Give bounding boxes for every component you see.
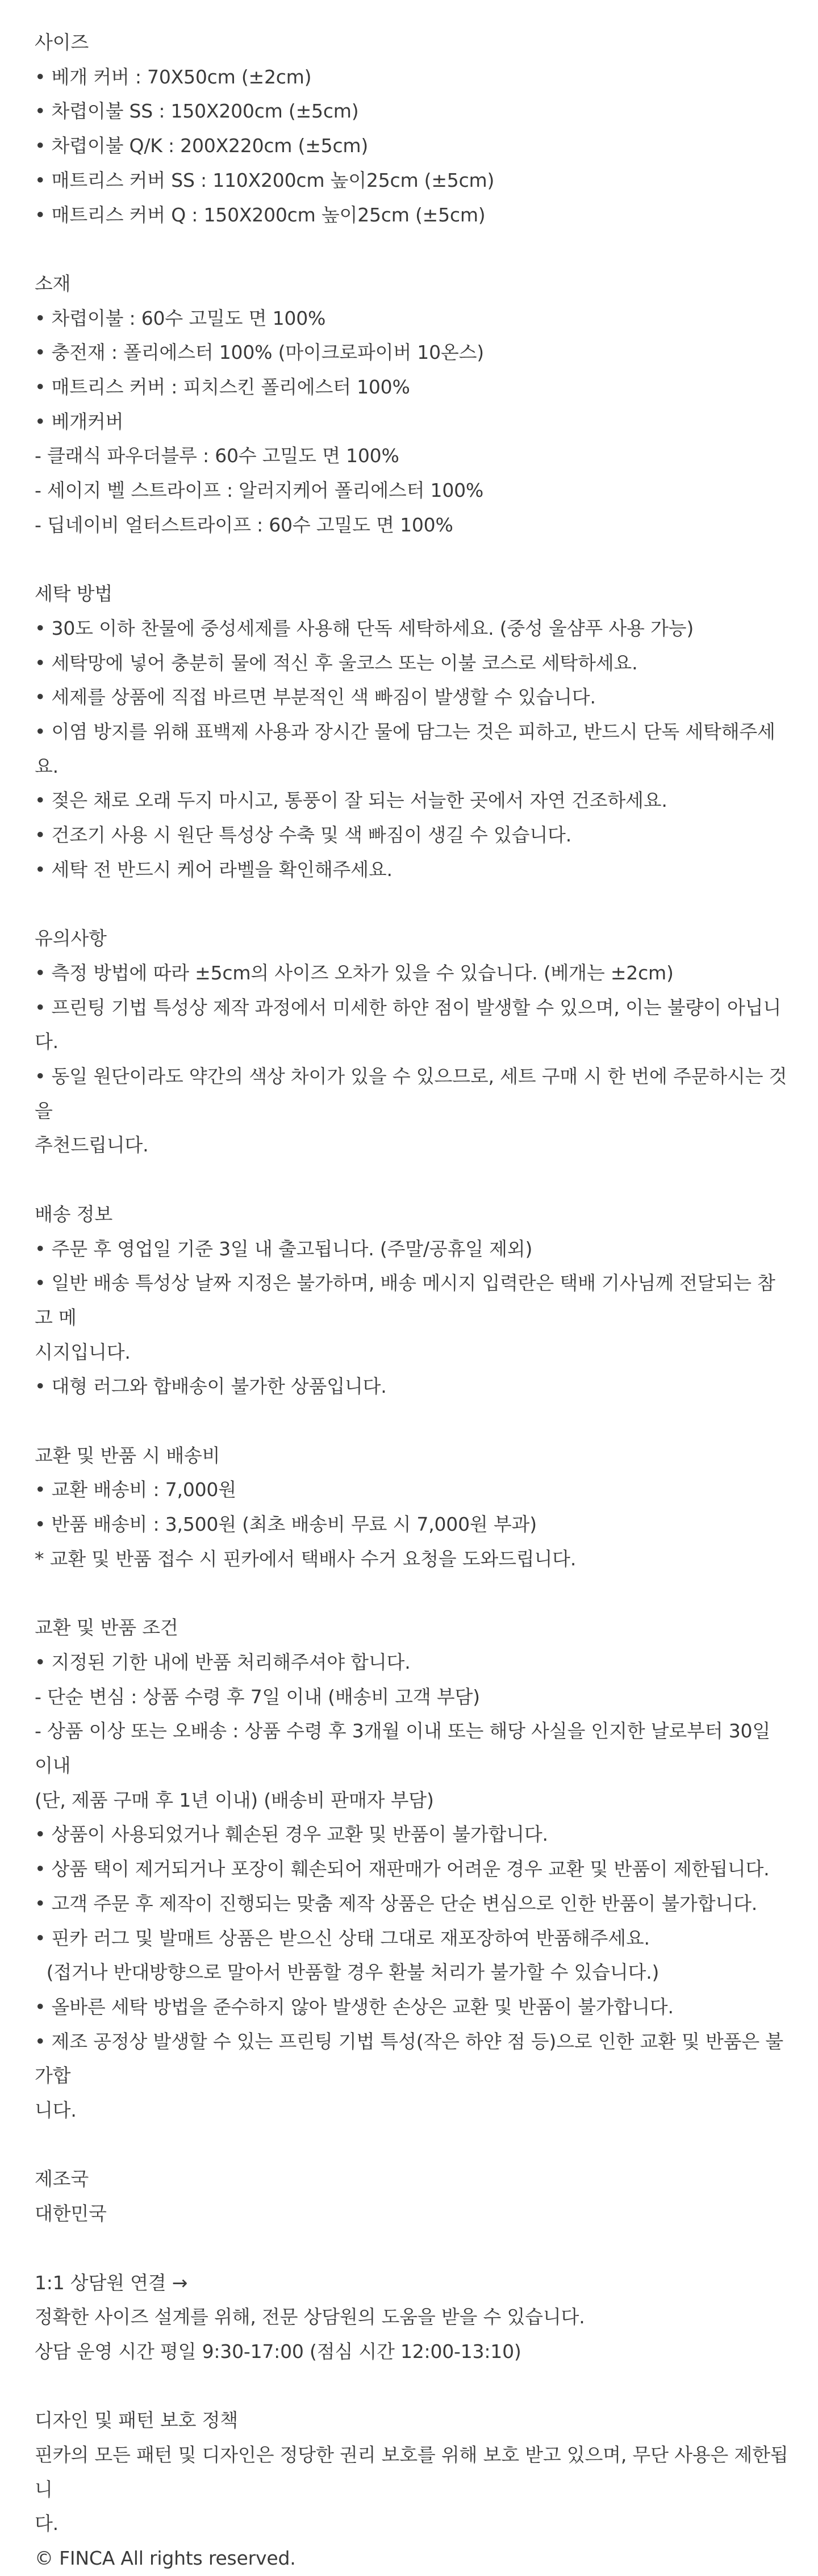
notice-heading: 유의사항 (35, 927, 107, 950)
design-protection-policy-section (35, 2403, 790, 2576)
size-line: • 차렵이불 Q/K : 200X220cm (±5cm) (35, 135, 369, 157)
counselor-connect-section (35, 2266, 790, 2369)
return-conditions-line: • 고객 주문 후 제작이 진행되는 맞춤 제작 상품은 단순 변심으로 인한 반품이 불가합니다. (35, 1892, 758, 1915)
size-line: • 매트리스 커버 SS : 110X200cm 높이25cm (±5cm) (35, 169, 495, 191)
washing-method-line: • 건조기 사용 시 원단 특성상 수축 및 색 빠짐이 생길 수 있습니다. (35, 824, 571, 847)
return-shipping-fee-line: • 교환 배송비 : 7,000원 (35, 1478, 236, 1501)
design-protection-policy-heading: 디자인 및 패턴 보호 정책 (35, 2409, 238, 2432)
size-heading: 사이즈 (35, 31, 89, 53)
return-conditions-line: • 상품이 사용되었거나 훼손된 경우 교환 및 반품이 불가합니다. (35, 1823, 548, 1846)
notice-section (35, 922, 790, 1163)
return-conditions-line: • 올바른 세탁 방법을 준수하지 않아 발생한 손상은 교환 및 반품이 불가합니다. (35, 1995, 674, 2018)
return-conditions-line: • 핀카 러그 및 발매트 상품은 받으신 상태 그대로 재포장하여 반품해주세요. (35, 1926, 650, 1949)
notice-line: • 측정 방법에 따라 ±5cm의 사이즈 오차가 있을 수 있습니다. (베개는 ±2cm) (35, 961, 674, 984)
shipping-info-heading: 배송 정보 (35, 1203, 113, 1225)
return-conditions-line: • 지정된 기한 내에 반품 처리해주셔야 합니다. (35, 1651, 411, 1673)
size-line: • 차렵이불 SS : 150X200cm (±5cm) (35, 100, 359, 123)
return-conditions-line: - 상품 이상 또는 오배송 : 상품 수령 후 3개월 이내 또는 해당 사실을 인지한 날로부터 30일 이내 (35, 1720, 771, 1777)
washing-method-line: • 세제를 상품에 직접 바르면 부분적인 색 빠짐이 발생할 수 있습니다. (35, 686, 596, 709)
notice-line: • 동일 원단이라도 약간의 색상 차이가 있을 수 있으므로, 세트 구매 시 한 번에 주문하시는 것을 (35, 1065, 787, 1122)
return-conditions-line: (단, 제품 구매 후 1년 이내) (배송비 판매자 부담) (35, 1788, 434, 1811)
washing-method-line: • 세탁 전 반드시 케어 라벨을 확인해주세요. (35, 858, 393, 881)
return-conditions-section (35, 1611, 790, 2128)
counselor-connect-line: 상담 운영 시간 평일 9:30-17:00 (점심 시간 12:00-13:10) (35, 2340, 521, 2363)
washing-method-line: • 30도 이하 찬물에 중성세제를 사용해 단독 세탁하세요. (중성 울샴푸 사용 가능) (35, 617, 694, 639)
washing-method-section (35, 577, 790, 887)
notice-line: • 프린팅 기법 특성상 제작 과정에서 미세한 하얀 점이 발생할 수 있으며, 이는 불량이 아닙니다. (35, 996, 782, 1053)
shipping-info-line: • 주문 후 영업일 기준 3일 내 출고됩니다. (주말/공휴일 제외) (35, 1237, 533, 1260)
shipping-info-line: 시지입니다. (35, 1341, 131, 1363)
design-protection-policy-line: 핀카의 모든 패턴 및 디자인은 정당한 권리 보호를 위해 보호 받고 있으며, 무단 사용은 제한됩니 (35, 2444, 788, 2500)
return-conditions-line: • 제조 공정상 발생할 수 있는 프린팅 기법 특성(작은 하얀 점 등)으로 인한 교환 및 반품은 불가합 (35, 2030, 783, 2087)
material-line: - 클래식 파우더블루 : 60수 고밀도 면 100% (35, 445, 399, 467)
size-section (35, 26, 790, 232)
product-info-content (35, 26, 790, 2576)
design-protection-policy-line: © FINCA All rights reserved. (35, 2547, 296, 2570)
shipping-info-line: • 일반 배송 특성상 날짜 지정은 불가하며, 배송 메시지 입력란은 택배 기사님께 전달되는 참고 메 (35, 1272, 775, 1329)
washing-method-line: • 젖은 채로 오래 두지 마시고, 통풍이 잘 되는 서늘한 곳에서 자연 건조하세요. (35, 789, 667, 812)
material-line: • 매트리스 커버 : 피치스킨 폴리에스터 100% (35, 376, 410, 399)
material-line: • 충전재 : 폴리에스터 100% (마이크로파이버 10온스) (35, 341, 484, 364)
material-line: - 딥네이비 얼터스트라이프 : 60수 고밀도 면 100% (35, 513, 453, 536)
country-of-origin-section (35, 2162, 790, 2231)
material-line: • 베개커버 (35, 410, 124, 433)
return-conditions-line: • 상품 택이 제거되거나 포장이 훼손되어 재판매가 어려운 경우 교환 및 반품이 제한됩니다. (35, 1858, 770, 1880)
material-line: • 차렵이불 : 60수 고밀도 면 100% (35, 307, 326, 329)
return-shipping-fee-heading: 교환 및 반품 시 배송비 (35, 1444, 220, 1467)
material-section (35, 267, 790, 543)
return-conditions-heading: 교환 및 반품 조건 (35, 1616, 178, 1639)
return-conditions-line: 니다. (35, 2099, 77, 2122)
country-of-origin-line: 대한민국 (35, 2202, 107, 2225)
design-protection-policy-line: 다. (35, 2512, 59, 2535)
notice-line: 추천드립니다. (35, 1134, 149, 1157)
return-conditions-line: (접거나 반대방향으로 말아서 반품할 경우 환불 처리가 불가할 수 있습니다.) (35, 1961, 660, 1984)
shipping-info-section (35, 1197, 790, 1404)
material-line: - 세이지 벨 스트라이프 : 알러지케어 폴리에스터 100% (35, 479, 484, 502)
return-shipping-fee-line: * 교환 및 반품 접수 시 핀카에서 택배사 수거 요청을 도와드립니다. (35, 1547, 577, 1570)
return-conditions-line: - 단순 변심 : 상품 수령 후 7일 이내 (배송비 고객 부담) (35, 1685, 480, 1708)
return-shipping-fee-section (35, 1439, 790, 1577)
washing-method-line: • 이염 방지를 위해 표백제 사용과 장시간 물에 담그는 것은 피하고, 반드시 단독 세탁해주세요. (35, 721, 775, 777)
washing-method-heading: 세탁 방법 (35, 583, 113, 605)
counselor-connect-link[interactable]: 1:1 상담원 연결 → (35, 2271, 188, 2294)
size-line: • 매트리스 커버 Q : 150X200cm 높이25cm (±5cm) (35, 203, 486, 226)
size-line: • 베개 커버 : 70X50cm (±2cm) (35, 65, 312, 88)
counselor-connect-line: 정확한 사이즈 설계를 위해, 전문 상담원의 도움을 받을 수 있습니다. (35, 2306, 585, 2328)
material-heading: 소재 (35, 272, 71, 295)
washing-method-line: • 세탁망에 넣어 충분히 물에 적신 후 울코스 또는 이불 코스로 세탁하세요. (35, 651, 638, 674)
country-of-origin-heading: 제조국 (35, 2168, 89, 2190)
shipping-info-line: • 대형 러그와 합배송이 불가한 상품입니다. (35, 1375, 387, 1398)
return-shipping-fee-line: • 반품 배송비 : 3,500원 (최초 배송비 무료 시 7,000원 부과) (35, 1513, 537, 1536)
